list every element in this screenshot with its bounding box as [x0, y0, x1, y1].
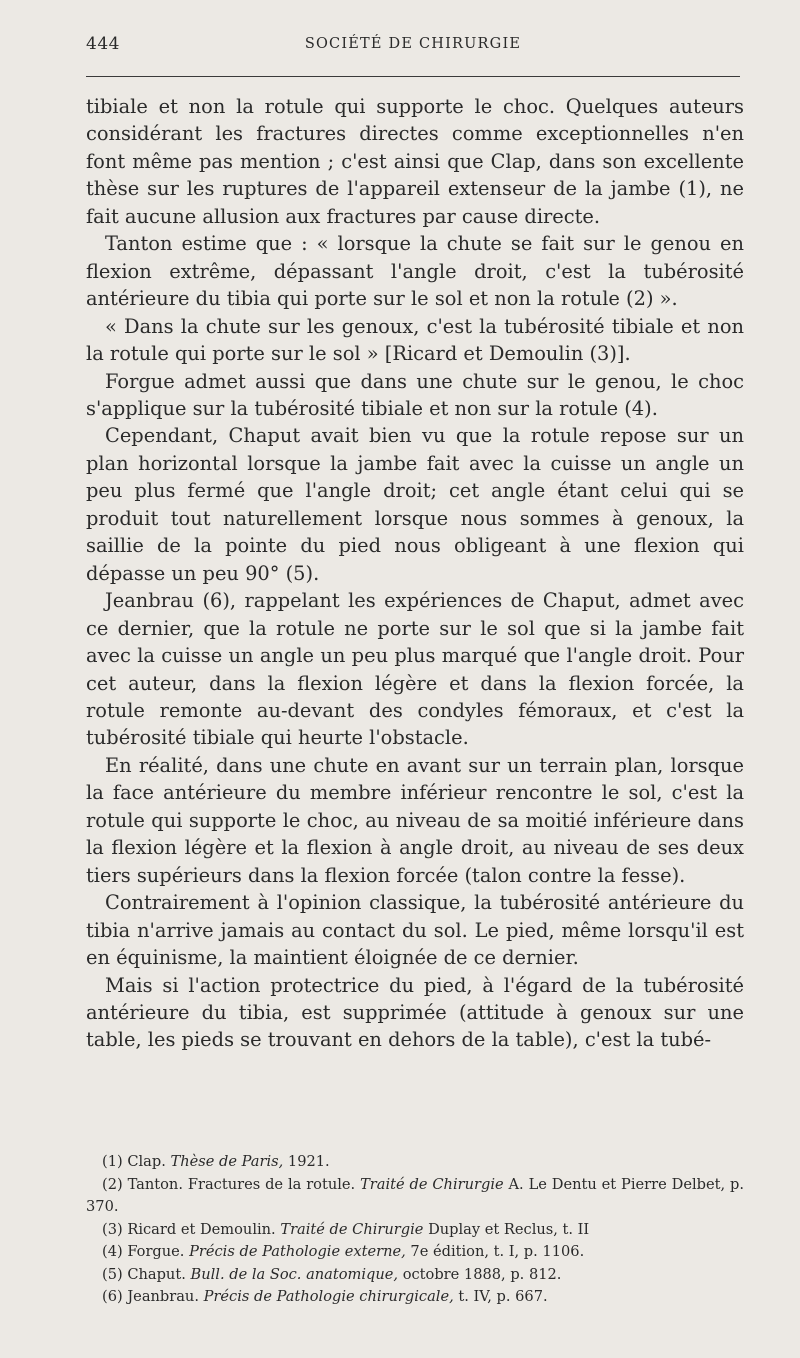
footnote [86, 1151, 744, 1174]
footnote-title: Précis de Pathologie externe, [189, 1243, 406, 1260]
paragraph: En réalité, dans une chute en avant sur un terrain plan, lorsque la face antérieure du membre inférieur rencontre le sol, c'est la rotule qui supporte le choc, au niveau de sa moitié inférieure dans la flexion légère et la flexion à angle droit, au niveau de ses deux tiers supérieurs dans la flexion forcée (talon contre la fesse). [86, 753, 744, 887]
footnote-details: 7e édition, t. I, p. 1106. [410, 1243, 585, 1260]
paragraph: Jeanbrau (6), rappelant les expériences de Chaput, admet avec ce dernier, que la rotule ne porte sur le sol que si la jambe fait avec la cuisse un angle un peu plus marqué que l'angle droit. Pour cet auteur, dans la flexion légère et dans la flexion forcée, la rotule remonte au-devant des condyles fémoraux, et c'est la tubérosité tibiale qui heurte l'obstacle. [86, 589, 744, 750]
footnote-number: (6) [102, 1288, 123, 1305]
footnote [86, 1264, 744, 1287]
footnote [86, 1286, 744, 1309]
footnote-author: Chaput. [127, 1265, 186, 1283]
header-rule [86, 76, 740, 77]
footnote-title: Bull. de la Soc. anatomique, [190, 1265, 399, 1283]
paragraph: Tanton estime que : « lorsque la chute se fait sur le genou en flexion extrême, dépassant l'angle droit, c'est la tubérosité antérieure du tibia qui porte sur le sol et non la rotule (2) ». [86, 232, 744, 311]
running-title: SOCIÉTÉ DE CHIRURGIE [304, 36, 522, 52]
footnote [86, 1174, 744, 1219]
body-text [86, 93, 744, 1054]
paragraph: « Dans la chute sur les genoux, c'est la tubérosité tibiale et non la rotule qui porte sur le sol » [Ricard et Demoulin (3)]. [86, 314, 744, 366]
footnote-title: Traité de Chirurgie [280, 1220, 424, 1238]
footnote-author: Forgue. [127, 1243, 185, 1260]
footnote-details: A. Le Dentu et Pierre Delbet, p. 370. [86, 1175, 745, 1215]
footnotes [86, 1151, 744, 1309]
paragraph: Cependant, Chaput avait bien vu que la rotule repose sur un plan horizontal lorsque la jambe fait avec la cuisse un angle un peu plus fermé que l'angle droit; cet angle étant celui qui se produit tout naturellement lorsque nous sommes à genoux, la saillie de la pointe du pied nous obligeant à une flexion qui dépasse un peu 90° (5). [86, 424, 744, 585]
footnote [86, 1219, 744, 1242]
footnote-number: (3) [102, 1220, 123, 1238]
paragraph: Contrairement à l'opinion classique, la tubérosité antérieure du tibia n'arrive jamais au contact du sol. Le pied, même lorsqu'il est en équinisme, la maintient éloignée de ce dernier. [86, 891, 744, 970]
footnote-details: Duplay et Reclus, t. II [428, 1220, 590, 1238]
page-number: 444 [86, 34, 120, 54]
footnote-title: Thèse de Paris, [170, 1153, 284, 1170]
footnote-title: Traité de Chirurgie [360, 1175, 504, 1193]
footnote-number: (1) [102, 1153, 123, 1170]
page-header [86, 34, 740, 60]
footnote-title: Précis de Pathologie chirurgicale, [203, 1288, 454, 1305]
footnote-author: Jeanbrau. [127, 1288, 199, 1305]
footnote-number: (4) [102, 1243, 123, 1260]
footnote-details: 1921. [287, 1153, 330, 1170]
footnote-number: (2) [102, 1175, 123, 1193]
footnote-number: (5) [102, 1265, 123, 1283]
paragraph: Forgue admet aussi que dans une chute sur le genou, le choc s'applique sur la tubérosité tibiale et non sur la rotule (4). [86, 369, 744, 420]
paragraph: tibiale et non la rotule qui supporte le choc. Quelques auteurs considérant les fractures directes comme exceptionnelles n'en font même pas mention ; c'est ainsi que Clap, dans son excellente thèse sur les ruptures de l'appareil extenseur de la jambe (1), ne fait aucune allusion aux fractures par cause directe. [86, 95, 744, 228]
footnote-author: Ricard et Demoulin. [127, 1220, 276, 1238]
paragraph: Mais si l'action protectrice du pied, à l'égard de la tubérosité antérieure du tibia, est supprimée (attitude à genoux sur une table, les pieds se trouvant en dehors de la table), c'est la tubé- [86, 973, 744, 1052]
footnote-author: Clap. [127, 1153, 166, 1170]
footnote-details: octobre 1888, p. 812. [402, 1265, 562, 1283]
footnote [86, 1241, 744, 1264]
footnote-details: t. IV, p. 667. [458, 1288, 548, 1305]
footnote-author: Tanton. Fractures de la rotule. [127, 1175, 356, 1193]
